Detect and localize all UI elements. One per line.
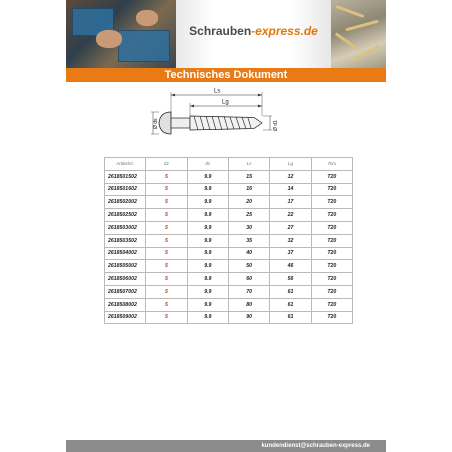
cell-d1: 5 (146, 311, 187, 324)
brand-domain: -express.de (251, 24, 318, 38)
cell-ls: 35 (228, 234, 269, 247)
cell-lg: 12 (270, 170, 311, 183)
cell-lg: 27 (270, 221, 311, 234)
table-row (105, 196, 353, 209)
cell-d1: 5 (146, 196, 187, 209)
cell-torx: T20 (311, 234, 352, 247)
cell-torx: T20 (311, 285, 352, 298)
cell-ls: 70 (228, 285, 269, 298)
cell-ds: 9.9 (187, 183, 228, 196)
cell-ls: 15 (228, 170, 269, 183)
cell-ds: 9.9 (187, 234, 228, 247)
logo-panel (176, 0, 331, 68)
cell-torx: T20 (311, 196, 352, 209)
cell-d1: 5 (146, 260, 187, 273)
ds-label: Ø ds (153, 118, 159, 129)
d1-label: Ø d1 (273, 120, 279, 131)
cell-lg: 17 (270, 196, 311, 209)
cell-ds: 9.9 (187, 260, 228, 273)
header-lg: Lg (270, 158, 311, 171)
cell-torx: T20 (311, 221, 352, 234)
header-ds: ds (187, 158, 228, 171)
header-d1: d1 (146, 158, 187, 171)
cell-article: 2618505002 (105, 260, 146, 273)
ls-label: Ls (214, 88, 221, 95)
cell-ls: 40 (228, 247, 269, 260)
table-row (105, 311, 353, 324)
specification-table (104, 157, 353, 324)
cell-d1: 5 (146, 273, 187, 286)
cell-article: 2618501502 (105, 170, 146, 183)
cell-lg: 61 (270, 285, 311, 298)
table-row (105, 234, 353, 247)
table-row (105, 183, 353, 196)
cell-article: 2618503002 (105, 221, 146, 234)
cell-torx: T20 (311, 183, 352, 196)
cell-ls: 16 (228, 183, 269, 196)
cell-article: 2618508002 (105, 298, 146, 311)
cell-ds: 9.9 (187, 273, 228, 286)
cell-d1: 5 (146, 221, 187, 234)
cell-ds: 9.9 (187, 170, 228, 183)
cell-torx: T20 (311, 260, 352, 273)
lg-label: Lg (222, 99, 229, 106)
document-title: Technisches Dokument (164, 69, 288, 81)
cell-ls: 60 (228, 273, 269, 286)
cell-ls: 25 (228, 209, 269, 222)
cell-ds: 9.9 (187, 221, 228, 234)
cell-d1: 5 (146, 170, 187, 183)
cell-article: 2618502502 (105, 209, 146, 222)
document-page (66, 0, 386, 452)
cell-torx: T20 (311, 170, 352, 183)
cell-ls: 80 (228, 298, 269, 311)
cell-ds: 9.9 (187, 285, 228, 298)
header-torx: Torx (311, 158, 352, 171)
cell-d1: 5 (146, 209, 187, 222)
cell-lg: 56 (270, 273, 311, 286)
cell-article: 2618503502 (105, 234, 146, 247)
table-row (105, 221, 353, 234)
header-banner (66, 0, 386, 68)
cell-ds: 9.9 (187, 298, 228, 311)
cell-article: 2618509002 (105, 311, 146, 324)
cell-torx: T20 (311, 209, 352, 222)
workshop-photo (66, 0, 176, 68)
screws-photo (331, 0, 386, 68)
table-row (105, 273, 353, 286)
cell-torx: T20 (311, 298, 352, 311)
brand-name: Schrauben (189, 24, 252, 38)
cell-article: 2618501602 (105, 183, 146, 196)
cell-lg: 61 (270, 298, 311, 311)
title-bar (66, 68, 386, 82)
cell-article: 2618507002 (105, 285, 146, 298)
cell-ls: 20 (228, 196, 269, 209)
cell-ds: 9.9 (187, 311, 228, 324)
cell-d1: 5 (146, 285, 187, 298)
cell-d1: 5 (146, 298, 187, 311)
table-row (105, 247, 353, 260)
cell-lg: 32 (270, 234, 311, 247)
cell-d1: 5 (146, 183, 187, 196)
cell-ds: 9.9 (187, 209, 228, 222)
cell-torx: T20 (311, 273, 352, 286)
cell-d1: 5 (146, 247, 187, 260)
table-row (105, 285, 353, 298)
screw-drawing (150, 86, 300, 146)
cell-lg: 14 (270, 183, 311, 196)
cell-torx: T20 (311, 311, 352, 324)
cell-d1: 5 (146, 234, 187, 247)
table-row (105, 209, 353, 222)
brand-logo (176, 24, 331, 38)
cell-ls: 30 (228, 221, 269, 234)
cell-torx: T20 (311, 247, 352, 260)
cell-ls: 50 (228, 260, 269, 273)
table-row (105, 170, 353, 183)
footer-bar (66, 440, 386, 452)
header-article: Artikelnr. (105, 158, 146, 171)
table-row (105, 298, 353, 311)
cell-article: 2618506002 (105, 273, 146, 286)
table-header-row (105, 158, 353, 171)
cell-lg: 22 (270, 209, 311, 222)
cell-ds: 9.9 (187, 247, 228, 260)
cell-lg: 37 (270, 247, 311, 260)
cell-ls: 90 (228, 311, 269, 324)
cell-ds: 9.9 (187, 196, 228, 209)
header-ls: Ls (228, 158, 269, 171)
table-row (105, 260, 353, 273)
support-email[interactable]: kundendienst@schrauben-express.de (261, 443, 370, 449)
cell-lg: 61 (270, 311, 311, 324)
cell-article: 2618504002 (105, 247, 146, 260)
cell-lg: 46 (270, 260, 311, 273)
cell-article: 2618502002 (105, 196, 146, 209)
